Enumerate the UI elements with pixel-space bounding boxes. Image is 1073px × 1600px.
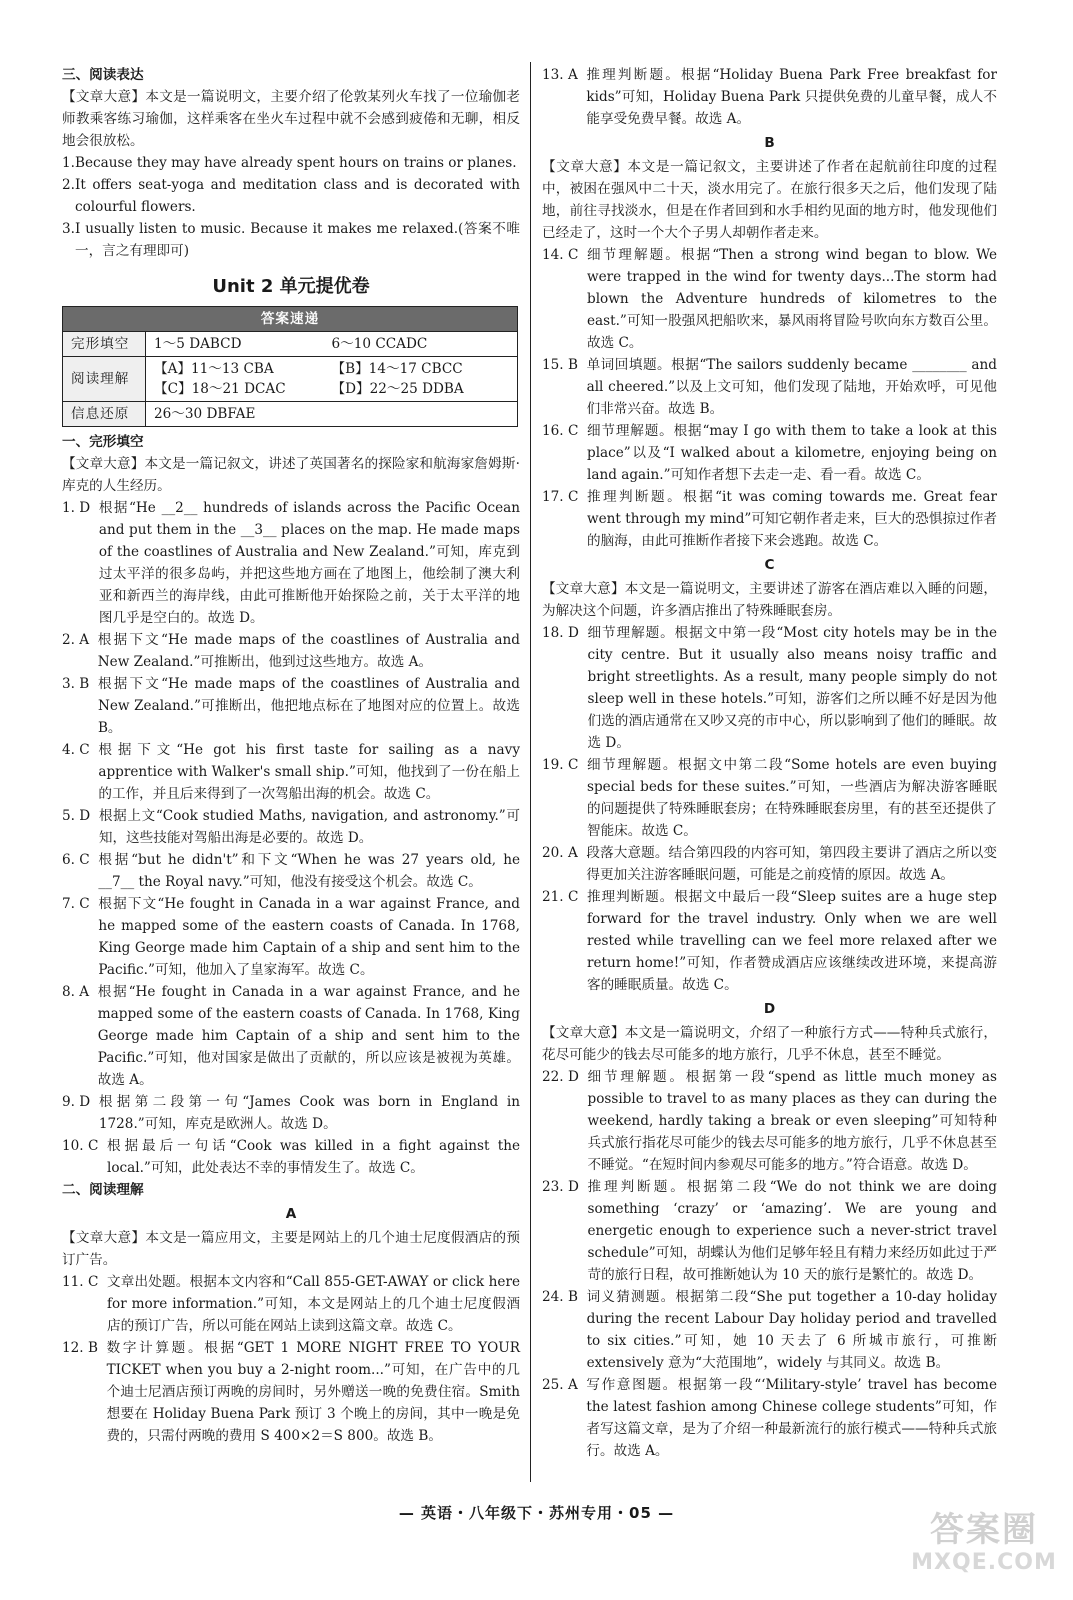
explanation-item [542,1066,997,1176]
item-number: 20. A [542,845,578,861]
item-text: 根据下文“He made maps of the coastlines of Australia and New Zealand.”可推断出，他把地点标在了地图对应的位置上。故选 B。 [97,676,520,736]
item-number: 14. C [542,247,579,263]
page-footer: — 英语・八年级下・苏州专用・05 — [398,1504,675,1522]
watermark-logo [909,1508,1059,1592]
item-number: 10. C [62,1138,99,1154]
answer-cell: 26～30 DBFAE [154,406,256,422]
item-text: 数字计算题。根据“GET 1 MORE NIGHT FREE TO YOUR TICKET when you buy a 2-night room...”可知，在广告中的几个迪士尼酒店预订两晚的房间时，另外赠送一晚的免费住宿。Smith 想要在 Holiday Buena Park 预订 3 个晚上的房间，其中一晚是免费的，只需付两晚的费用 S 400×2＝S 800。故选 B。 [106,1340,520,1444]
explanation-item [542,754,997,842]
answer-item [62,152,520,174]
explanation-item [62,1091,520,1135]
item-number: 1. D [62,500,91,516]
explanation-list [62,1271,520,1447]
section-heading: 一、完形填空 [62,434,144,450]
answer-cell: 【B】14～17 CBCC [331,361,463,377]
item-number: 21. C [542,889,579,905]
explanation-list [542,244,997,552]
explanation-item [62,1337,520,1447]
row-cells [146,332,518,357]
article-summary: 【文章大意】本文是一篇说明文，介绍了一种旅行方式——特种兵式旅行，花尽可能少的钱去尽可能多的地方旅行，几乎不休息，甚至不睡觉。 [542,1025,997,1063]
item-text: 细节理解题。根据“Then a strong wind began to blow. We were trapped in the wind for twenty days...The storm had blown the Adventure hundreds of kilometres to the east.”可知一股强风把船吹来，暴风雨将冒险号吹向东方数百公里。故选 C。 [587,247,997,351]
explanation-item [62,849,520,893]
section-heading: 二、阅读理解 [62,1182,144,1198]
article-summary: 【文章大意】本文是一篇记叙文，讲述了英国著名的探险家和航海家詹姆斯·库克的人生经历。 [62,456,520,494]
row-cells [146,357,518,402]
explanation-item [542,420,997,486]
item-number: 25. A [542,1377,578,1393]
answer-table [62,306,518,427]
item-text: 写作意图题。根据第一段“‘Military-style’ travel has become the latest fashion among Chinese college students”可知，作者写这篇文章，是为了介绍一种最新流行的旅行模式——特种兵式旅行。故选 A。 [586,1377,997,1459]
item-text: 根据下文“He got his first taste for sailing as a navy apprentice with Walker's small ship.”可知，他找到了一份在船上的工作，并且后来得到了一次驾船出海的机会。故选 C。 [98,742,520,802]
item-number: 18. D [542,625,579,641]
row-label: 信息还原 [63,402,146,427]
article-summary: 【文章大意】本文是一篇说明文，主要讲述了游客在酒店难以入睡的问题，为解决这个问题，许多酒店推出了特殊睡眠套房。 [542,581,997,619]
explanation-item [62,1271,520,1337]
right-column [542,64,997,1462]
article-summary: 【文章大意】本文是一篇记叙文，主要讲述了作者在起航前往印度的过程中，被困在强风中二十天，淡水用完了。在旅行很多天之后，他们发现了陆地，前往寻找淡水，但是在作者回到和水手相约见面的地方时，他发现他们已经走了，这时一个大个子男人却朝作者走来。 [542,159,997,241]
explanation-item [62,1135,520,1179]
item-text: 推理判断题。根据“it was coming towards me. Great fear went through my mind”可知它朝作者走来，巨大的恐惧掠过作者的脑海，由此可推断作者接下来会逃跑。故选 C。 [587,489,997,549]
answer-cell: 【D】22～25 DDBA [331,381,464,397]
item-text: Because they may have already spent hours on trains or planes. [74,155,517,171]
item-text: 根据下文“He made maps of the coastlines of Australia and New Zealand.”可推断出，他到过这些地方。故选 A。 [97,632,520,670]
explanation-item [542,486,997,552]
row-label: 完形填空 [63,332,146,357]
answer-table-header: 答案速递 [63,307,518,332]
item-text: It offers seat-yoga and meditation class and is decorated with colourful flowers. [74,177,520,215]
item-number: 24. B [542,1289,578,1305]
item-number: 5. D [62,808,91,824]
explanation-item [542,886,997,996]
item-text: 细节理解题。根据“may I go with them to take a look at this place”以及“I walked about a kilometre, enjoying being on land again.”可知作者想下去走一走、看一看。故选 C。 [587,423,997,483]
item-text: 词义猜测题。根据第二段“She put together a 10-day holiday during the recent Labour Day holiday period and travelled to six cities.”可知，她 10 天去了 6 所城市旅行，可推断 extensively 意为“大范围地”，widely 与其同义。故选 B。 [586,1289,997,1371]
explanation-item [542,354,997,420]
explanation-item [542,1286,997,1374]
item-number: 13. A [542,67,578,83]
item-number: 4. C [62,742,90,758]
article-summary: 【文章大意】本文是一篇说明文，主要介绍了伦敦某列火车找了一位瑜伽老师教乘客练习瑜伽，这样乘客在坐火车过程中就不会感到疲倦和无聊，相反地会很放松。 [62,89,520,149]
item-number: 2. A [62,632,90,648]
item-number: 9. D [62,1094,91,1110]
item-number: 3. [62,221,75,237]
item-text: 推理判断题。根据第二段“We do not think we are doing something ‘crazy’ or ‘amazing’. We are young and energetic enough to experience such a never-strict travel schedule”可知，胡蝶认为他们足够年轻且有精力来经历如此过于严苛的旅行日程，故可推断她认为 10 天的旅行是繁忙的。故选 D。 [587,1179,997,1283]
explanation-item [62,629,520,673]
explanation-item [62,739,520,805]
explanation-list [542,622,997,996]
item-number: 17. C [542,489,579,505]
item-text: 推理判断题。根据文中最后一段“Sleep suites are a huge step forward for the travel industry. Only when we are well rested while travelling can we feel more relaxed after we return home!”可知，作者赞成酒店应该继续改进环境，来提高游客的睡眠质量。故选 C。 [587,889,997,993]
item-text: 推理判断题。根据“Holiday Buena Park Free breakfast for kids”可知，Holiday Buena Park 只提供免费的儿童早餐，成人不能享受免费早餐。故选 A。 [586,67,997,127]
item-text: 根据第二段第一句“James Cook was born in England in 1728.”可知，库克是欧洲人。故选 D。 [98,1094,520,1132]
item-text: 单词回填题。根据“The sailors suddenly became ________ and all cheered.”以及上文可知，他们发现了陆地，开始欢呼，可见他们非常兴奋。故选 B。 [586,357,997,417]
item-text: 细节理解题。根据文中第一段“Most city hotels may be in the city centre. But it usually also means noisy traffic and bright streetlights. As a result, many people simply do not sleep well in these hotels.”可知，游客们之所以睡不好是因为他们选的酒店通常在又吵又亮的市中心，所以影响到了他们的睡眠。故选 D。 [587,625,997,751]
explanation-item [542,842,997,886]
item-number: 1. [62,155,75,171]
item-text: 细节理解题。根据第一段“spend as little much money as possible to travel to as many places as they can during the weekend, hardly taking a break or even sleeping”可知特种兵式旅行指花尽可能少的钱去尽可能多的地方旅行，几乎不休息甚至不睡觉。“在短时间内参观尽可能多的地方。”符合语意。故选 D。 [587,1069,997,1173]
passage-label: D [763,1001,776,1017]
explanation-item [62,981,520,1091]
item-number: 3. B [62,676,90,692]
left-column [62,64,520,1447]
item-number: 15. B [542,357,578,373]
unit-title: Unit 2 单元提优卷 [212,276,370,297]
item-text: 根据下文“He fought in Canada in a war against France, and he mapped some of the eastern coasts of Canada. In 1768, King George made him Captain of a ship and sent him to the Pacific.”可知，他加入了皇家海军。故选 C。 [98,896,520,978]
column-divider [530,62,531,1482]
item-number: 23. D [542,1179,579,1195]
item-number: 19. C [542,757,579,773]
article-summary: 【文章大意】本文是一篇应用文，主要是网站上的几个迪士尼度假酒店的预订广告。 [62,1230,520,1268]
section-heading: 三、阅读表达 [62,67,144,83]
explanation-list [62,497,520,1179]
explanation-list [542,1066,997,1462]
explanation-item [62,497,520,629]
passage-label: B [764,135,775,151]
explanation-item [542,244,997,354]
item-text: I usually listen to music. Because it makes me relaxed.(答案不唯一，言之有理即可) [74,221,520,259]
explanation-list [542,64,997,130]
item-number: 16. C [542,423,579,439]
item-number: 7. C [62,896,90,912]
item-number: 2. [62,177,75,193]
item-text: 根据“He fought in Canada in a war against France, and he mapped some of the eastern coasts of Canada. In 1768, King George made him Captain of a ship and sent him to the Pacific.”可知，他对国家是做出了贡献的，所以应该是被视为英雄。故选 A。 [97,984,520,1088]
watermark-site: MXQE.COM [911,1550,1057,1575]
answer-item [62,218,520,262]
item-text: 根据“He __2__ hundreds of islands across the Pacific Ocean and put them in the __3__ places on the map. He made maps of the coastlines of Australia and New Zealand.”可知，库克到过太平洋的很多岛屿，并把这些地方画在了地图上，他绘制了澳大利亚和新西兰的海岸线，由此可推断他开始探险之前，关于太平洋的地图几乎是空白的。故选 D。 [98,500,520,626]
row-cells [146,402,518,427]
item-text: 段落大意题。结合第四段的内容可知，第四段主要讲了酒店之所以变得更加关注游客睡眠问题，可能是之前疫情的原因。故选 A。 [586,845,997,883]
explanation-item [62,673,520,739]
item-text: 文章出处题。根据本文内容和“Call 855-GET-AWAY or click here for more information.”可知，本文是网站上的几个迪士尼度假酒店的预订广告，所以可能在网站上读到这篇文章。故选 C。 [107,1274,520,1334]
item-number: 11. C [62,1274,99,1290]
row-label: 阅读理解 [63,357,146,402]
item-text: 根据最后一句话“Cook was killed in a fight against the local.”可知，此处表达不幸的事情发生了。故选 C。 [107,1138,520,1176]
watermark-logo-mark: 答案圈 [930,1510,1038,1550]
item-text: 根据“but he didn't”和下文“When he was 27 years old, he __7__ the Royal navy.”可知，他没有接受这个机会。故选 C。 [98,852,520,890]
passage-label: A [285,1206,297,1222]
explanation-item [542,622,997,754]
passage-label: C [764,557,775,573]
explanation-item [62,893,520,981]
explanation-item [542,1176,997,1286]
answer-cell: 【A】11～13 CBA [154,361,274,377]
item-text: 根据上文“Cook studied Maths, navigation, and astronomy.”可知，这些技能对驾船出海是必要的。故选 D。 [98,808,520,846]
answer-cell: 6～10 CCADC [331,336,428,352]
answer-list [62,152,520,262]
answer-item [62,174,520,218]
item-text: 细节理解题。根据文中第二段“Some hotels are even buying special beds for these suites.”可知，一些酒店为解决游客睡眠的问题提供了特殊睡眠套房；在特殊睡眠套房里，有的甚至还提供了智能床。故选 C。 [587,757,997,839]
explanation-item [62,805,520,849]
item-number: 8. A [62,984,90,1000]
item-number: 6. C [62,852,90,868]
explanation-item [542,1374,997,1462]
explanation-item [542,64,997,130]
answer-cell: 【C】18～21 DCAC [154,381,286,397]
answer-cell: 1～5 DABCD [154,336,242,352]
item-number: 22. D [542,1069,579,1085]
item-number: 12. B [62,1340,98,1356]
